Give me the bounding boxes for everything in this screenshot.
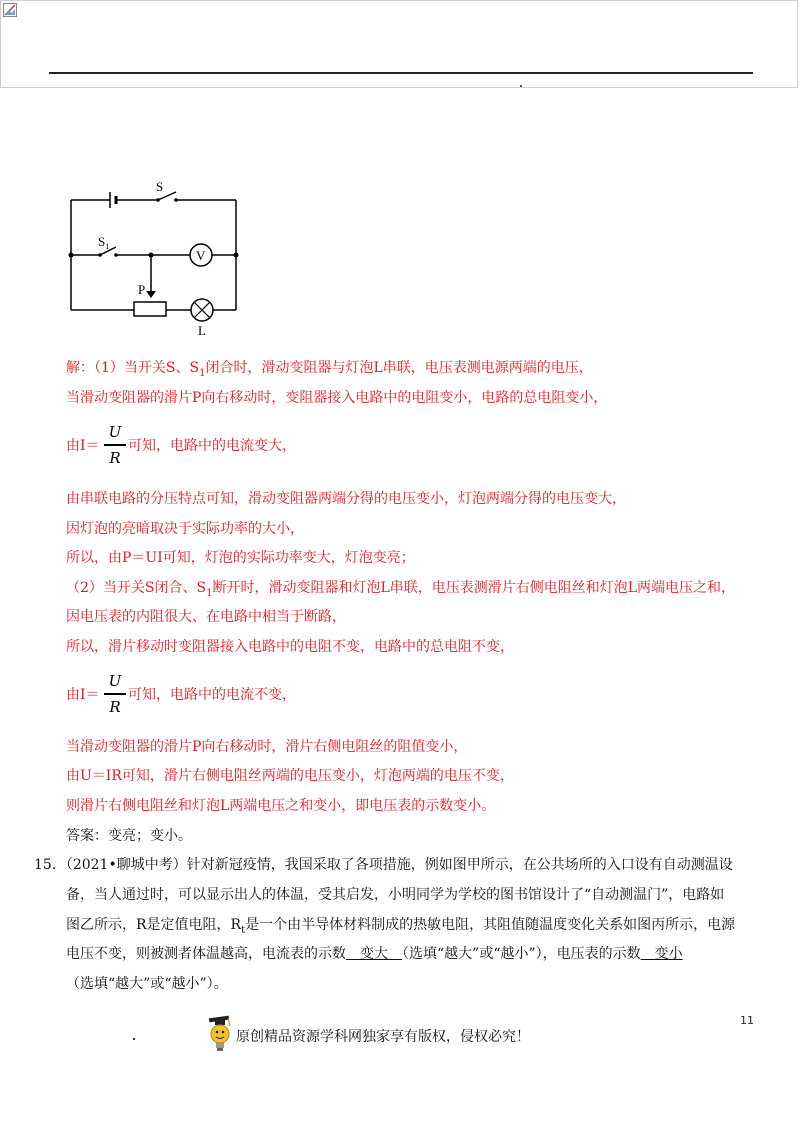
solution-line-1: 解：（1）当开关S、$S_1$闭合时，滑动变阻器与灯泡L串联，电压表测电源两端的电压， bbox=[66, 360, 593, 379]
question-line-5: （选填“越大”或“越小”）。 bbox=[66, 976, 228, 992]
header-rule bbox=[49, 72, 753, 74]
solution-line-9: 所以，滑片移动时变阻器接入电路中的电阻不变，电路中的总电阻不变， bbox=[66, 639, 514, 655]
footer-copyright: 原创精品资源学科网独家享有版权，侵权必究！ bbox=[236, 1029, 530, 1045]
label-s1: $S_1$ bbox=[98, 234, 110, 251]
question-line-4: 电压不变，则被测者体温越高，电流表的示数 变大 （选填“越大”或“越小”），电压表的示数 变小 bbox=[66, 946, 683, 962]
solution-line-11: 当滑动变阻器的滑片P向右移动时，滑片右侧电阻丝的阻值变小， bbox=[66, 739, 468, 755]
formula-1-suffix: 可知，电路中的电流变大， bbox=[128, 438, 296, 454]
question-line-2: 备，当人通过时，可以显示出人的体温，受其启发，小明同学为学校的图书馆设计了“自动测温门”，电路如 bbox=[66, 887, 725, 903]
mascot-icon bbox=[206, 1014, 234, 1054]
circuit-diagram bbox=[60, 178, 250, 338]
formula-1-prefix: 由I＝ bbox=[66, 438, 100, 454]
solution-line-8: 因电压表的内阻很大、在电路中相当于断路， bbox=[66, 609, 346, 625]
solution-line-2: 当滑动变阻器的滑片P向右移动时，变阻器接入电路中的电阻变小，电路的总电阻变小， bbox=[66, 390, 608, 406]
page-header bbox=[0, 0, 798, 88]
solution-line-7: （2）当开关S闭合、$S_1$断开时，滑动变阻器和灯泡L串联，电压表测滑片右侧电阻丝和灯泡L两端电压之和， bbox=[66, 580, 736, 599]
label-l: L bbox=[198, 323, 206, 338]
header-dot bbox=[520, 85, 522, 87]
formula-2-prefix: 由I＝ bbox=[66, 687, 100, 703]
label-v: V bbox=[196, 248, 206, 263]
solution-line-13: 则滑片右侧电阻丝和灯泡L两端电压之和变小，即电压表的示数变小。 bbox=[66, 798, 496, 814]
formula-1-fraction: U R bbox=[104, 422, 126, 468]
formula-2-fraction: U R bbox=[104, 671, 126, 717]
solution-line-6: 所以，由P＝UI可知，灯泡的实际功率变大，灯泡变亮； bbox=[66, 550, 415, 566]
footer-dot bbox=[133, 1038, 135, 1040]
answer-blank-2: 变小 bbox=[640, 946, 683, 962]
solution-line-4: 由串联电路的分压特点可知，滑动变阻器两端分得的电压变小，灯泡两端分得的电压变大， bbox=[66, 491, 626, 507]
solution-line-12: 由U＝IR可知，滑片右侧电阻丝两端的电压变小，灯泡两端的电压不变， bbox=[66, 768, 514, 784]
page-number: 11 bbox=[740, 1014, 754, 1027]
answer-line: 答案：变亮；变小。 bbox=[66, 828, 192, 844]
solution-line-5: 因灯泡的亮暗取决于实际功率的大小， bbox=[66, 521, 304, 537]
slider-arrow bbox=[146, 291, 156, 298]
answer-blank-1: 变大 bbox=[346, 946, 402, 962]
rheostat bbox=[134, 302, 166, 316]
question-line-3: 图乙所示，R是定值电阻，$R_t$是一个由半导体材料制成的热敏电阻，其阻值随温度变化关系如图丙所示，电源 bbox=[66, 917, 736, 936]
formula-2-suffix: 可知，电路中的电流不变， bbox=[128, 687, 296, 703]
page-footer bbox=[206, 1014, 530, 1054]
broken-image-icon bbox=[3, 3, 17, 17]
question-line-1: 15．（2021•聊城中考）针对新冠疫情，我国采取了各项措施，例如图甲所示，在公共场所的入口设有自动测温设 bbox=[34, 857, 733, 873]
label-s: S bbox=[156, 179, 164, 194]
label-p: P bbox=[138, 282, 146, 297]
